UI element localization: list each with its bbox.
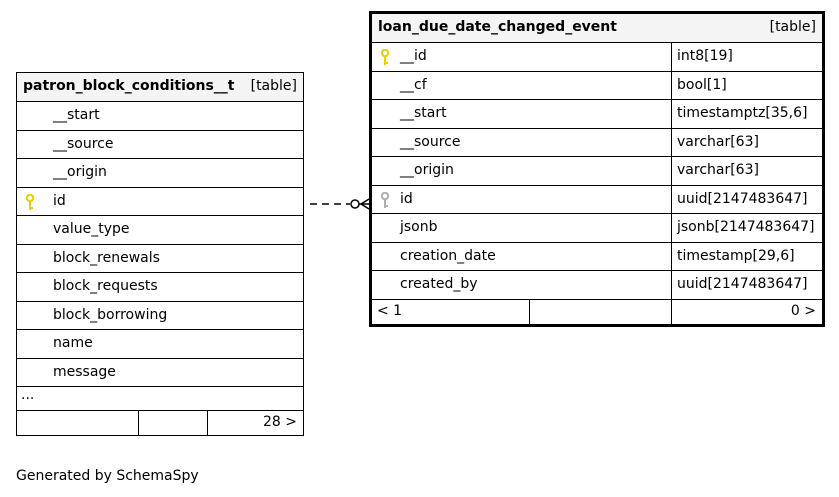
column-type: uuid[2147483647]: [677, 276, 808, 292]
column-name: id: [400, 190, 413, 207]
column-type: jsonb[2147483647]: [677, 219, 815, 235]
column-type: timestamptz[35,6]: [677, 105, 808, 121]
column-type: uuid[2147483647]: [677, 190, 808, 207]
column-name: jsonb: [400, 219, 438, 235]
column-name: created_by: [400, 276, 478, 292]
column-name: creation_date: [400, 247, 496, 264]
table-kind: [table]: [250, 78, 297, 94]
column-name: __origin: [400, 162, 454, 178]
column-name: name: [53, 335, 93, 351]
column-type: timestamp[29,6]: [677, 247, 795, 264]
column-type: int8[19]: [677, 48, 733, 64]
column-name: message: [53, 363, 116, 380]
column-name: __origin: [53, 164, 107, 180]
table-kind: [table]: [769, 19, 816, 35]
column-name: value_type: [53, 221, 130, 237]
column-name: __start: [53, 107, 100, 123]
column-name: block_renewals: [53, 249, 160, 266]
column-name: __id: [400, 48, 427, 64]
column-type: varchar[63]: [677, 133, 759, 150]
child-count: 0 >: [790, 302, 816, 319]
column-name: block_requests: [53, 278, 158, 294]
child-count: 28 >: [263, 414, 297, 430]
column-name: __source: [400, 133, 461, 150]
table-name: loan_due_date_changed_event: [378, 19, 617, 35]
column-name: __cf: [400, 76, 427, 93]
column-name: id: [53, 192, 66, 209]
zero-cardinality-marker: [351, 200, 359, 208]
parent-count: < 1: [377, 302, 403, 319]
table-name: patron_block_conditions__t: [23, 78, 235, 94]
more-columns-ellipsis: ...: [17, 387, 303, 411]
column-name: block_borrowing: [53, 306, 168, 323]
column-type: varchar[63]: [677, 162, 759, 178]
generated-by-label: Generated by SchemaSpy: [16, 468, 199, 484]
column-name: __start: [400, 105, 447, 121]
column-name: __source: [53, 135, 114, 152]
column-type: bool[1]: [677, 76, 727, 93]
